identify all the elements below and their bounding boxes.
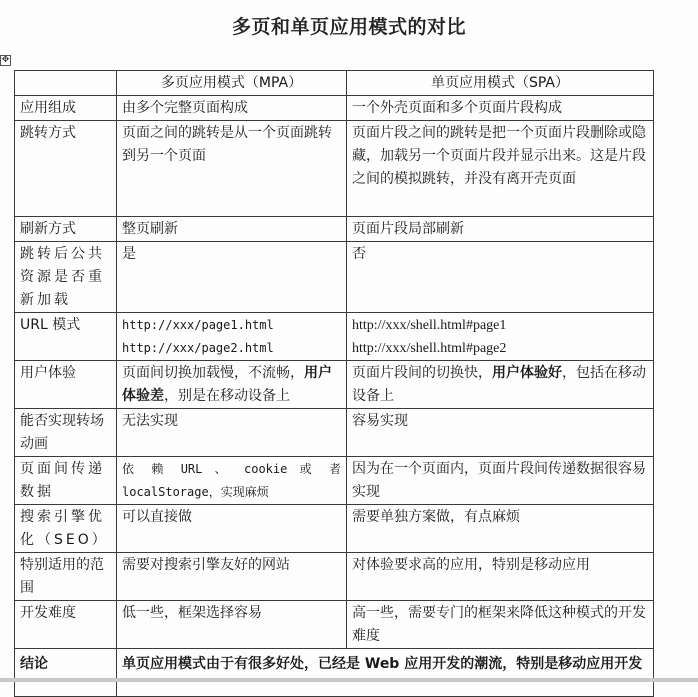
mpa-cell: 页面之间的跳转是从一个页面跳转到另一个页面 — [117, 121, 347, 217]
table-row — [15, 313, 654, 361]
window-bottom-bar — [0, 678, 698, 682]
table-row — [15, 457, 654, 505]
row-label: 用户体验 — [15, 361, 117, 409]
comparison-table — [14, 70, 654, 697]
text: ，包括在移动设备上 — [352, 365, 646, 404]
header-spa: 单页应用模式（SPA） — [347, 71, 654, 96]
emphasis-text: 用户体验差 — [122, 365, 332, 404]
mpa-cell — [117, 313, 347, 361]
url-line: http://xxx/page1.html — [122, 318, 274, 332]
conclusion-cell: 单页应用模式由于有很多好处，已经是 Web 应用开发的潮流，特别是移动应用开发 — [117, 649, 654, 697]
row-label: 跳转后公共资源是否重新加载 — [15, 242, 117, 313]
table-row — [15, 553, 654, 601]
row-label: 页面间传递数据 — [15, 457, 117, 505]
mpa-cell: 无法实现 — [117, 409, 347, 457]
mpa-cell: 需要对搜索引擎友好的网站 — [117, 553, 347, 601]
spa-cell: 高一些，需要专门的框架来降低这种模式的开发难度 — [347, 601, 654, 649]
row-label: 跳转方式 — [15, 121, 117, 217]
spa-cell: 需要单独方案做，有点麻烦 — [347, 505, 654, 553]
document-title: 多页和单页应用模式的对比 — [231, 16, 466, 38]
row-label: URL 模式 — [15, 313, 117, 361]
table-row — [15, 96, 654, 121]
row-label: 能否实现转场动画 — [15, 409, 117, 457]
spa-cell: 容易实现 — [347, 409, 654, 457]
table-header-row — [15, 71, 654, 96]
url-line: http://xxx/shell.html#page2 — [352, 341, 507, 356]
row-label: 刷新方式 — [15, 217, 117, 242]
table-move-handle-icon[interactable]: ✥ — [1, 55, 10, 65]
table-row — [15, 505, 654, 553]
text: ，别是在移动设备上 — [164, 388, 290, 404]
text-line: 依 赖 URL 、 cookie 或 者 — [122, 462, 341, 476]
header-empty — [15, 71, 117, 96]
spa-cell: 页面片段之间的跳转是把一个页面片段删除或隐藏，加载另一个页面片段并显示出来。这是片段之间的模拟跳转，并没有离开壳页面 — [347, 121, 654, 217]
table-row — [15, 601, 654, 649]
spa-cell — [347, 361, 654, 409]
table-row — [15, 361, 654, 409]
table-row — [15, 242, 654, 313]
mpa-cell: 由多个完整页面构成 — [117, 96, 347, 121]
row-label: 开发难度 — [15, 601, 117, 649]
mpa-cell — [117, 361, 347, 409]
row-label: 特别适用的范围 — [15, 553, 117, 601]
mpa-cell: 是 — [117, 242, 347, 313]
url-line: http://xxx/page2.html — [122, 341, 274, 355]
table-row-conclusion — [15, 649, 654, 697]
spa-cell — [347, 313, 654, 361]
spa-cell: 对体验要求高的应用，特别是移动应用 — [347, 553, 654, 601]
text: 页面间切换加载慢，不流畅， — [122, 365, 304, 381]
mpa-cell: 整页刷新 — [117, 217, 347, 242]
row-label: 应用组成 — [15, 96, 117, 121]
row-label: 搜索引擎优化（SEO） — [15, 505, 117, 553]
table-row — [15, 121, 654, 217]
text: 页面片段间的切换快， — [352, 365, 492, 381]
spa-cell: 因为在一个页面内，页面片段间传递数据很容易实现 — [347, 457, 654, 505]
mpa-cell: 低一些，框架选择容易 — [117, 601, 347, 649]
mpa-cell — [117, 457, 347, 505]
spa-cell: 否 — [347, 242, 654, 313]
text-line: localStorage，实现麻烦 — [122, 485, 269, 499]
table-row — [15, 409, 654, 457]
emphasis-text: 用户体验好 — [492, 365, 562, 381]
url-line: http://xxx/shell.html#page1 — [352, 318, 507, 333]
table-row — [15, 217, 654, 242]
mpa-cell: 可以直接做 — [117, 505, 347, 553]
spa-cell: 页面片段局部刷新 — [347, 217, 654, 242]
header-mpa: 多页应用模式（MPA） — [117, 71, 347, 96]
row-label: 结论 — [15, 649, 117, 697]
spa-cell: 一个外壳页面和多个页面片段构成 — [347, 96, 654, 121]
